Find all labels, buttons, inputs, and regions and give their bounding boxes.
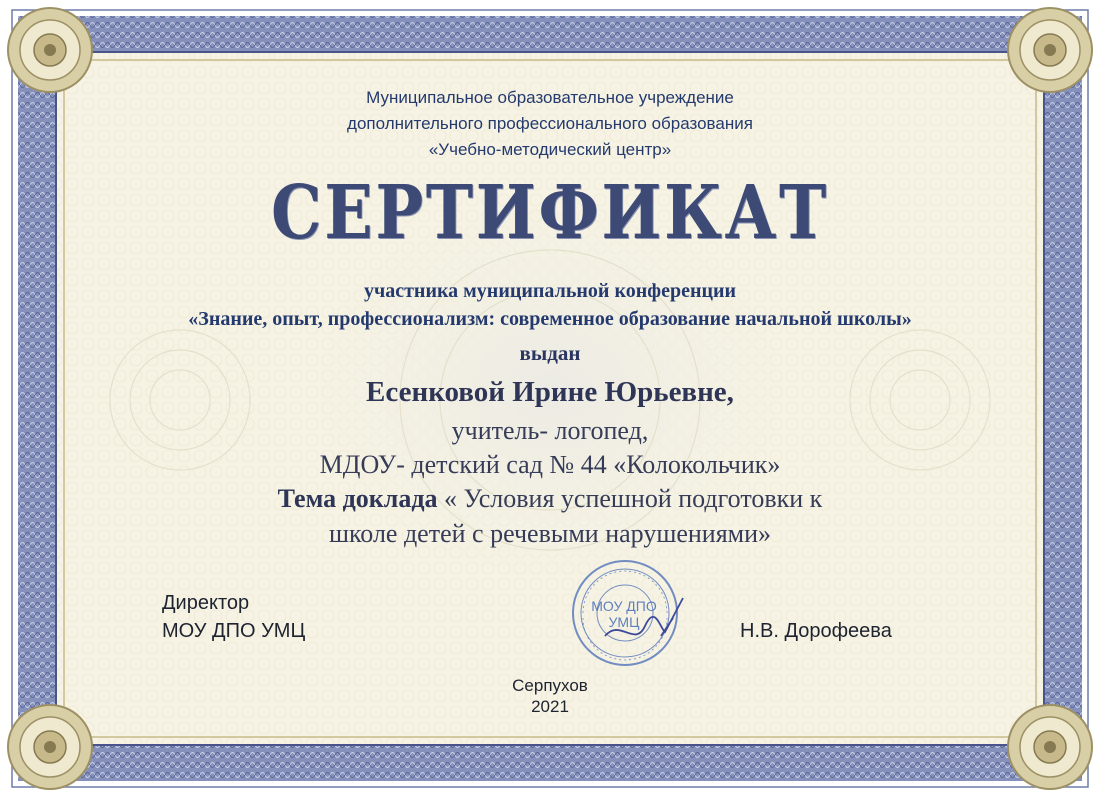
footer-year: 2021 (531, 697, 569, 716)
footer-city: Серпухов (512, 676, 588, 695)
topic-line-2: школе детей с речевыми нарушениями» (328, 519, 772, 548)
recipient-name: Есенковой Ирине Юрьевне, (366, 376, 734, 408)
organization-line-1: Муниципальное образовательное учреждение (366, 88, 734, 107)
director-organization: МОУ ДПО УМЦ (162, 620, 306, 642)
director-title: Директор (162, 592, 250, 614)
corner-ornament-icon (8, 8, 92, 92)
organization-line-2: дополнительного профессионального образования (347, 114, 753, 133)
organization-line-3: «Учебно-методический центр» (428, 140, 672, 159)
recipient-institution: МДОУ- детский сад № 44 «Колокольчик» (319, 450, 781, 479)
stamp-text-line-1: МОУ ДПО (591, 598, 657, 614)
stamp-text-line-2: УМЦ (608, 614, 640, 630)
participant-line: участника муниципальной конференции (363, 280, 737, 302)
director-name: Н.В. Дорофеева (740, 620, 892, 642)
stamp-text (565, 598, 683, 630)
corner-ornament-icon (1008, 8, 1092, 92)
issued-label: выдан (519, 341, 581, 365)
topic-line-1 (0, 484, 1100, 514)
certificate-title: СЕРТИФИКАТ (271, 170, 829, 256)
corner-ornament-icon (8, 705, 92, 789)
topic-label: Тема доклада (277, 484, 438, 513)
topic-text-1: « Условия успешной подготовки к (437, 484, 823, 513)
conference-name: «Знание, опыт, профессионализм: современное образование начальной школы» (188, 308, 912, 330)
corner-ornament-icon (1008, 705, 1092, 789)
recipient-position: учитель- логопед, (451, 416, 649, 445)
